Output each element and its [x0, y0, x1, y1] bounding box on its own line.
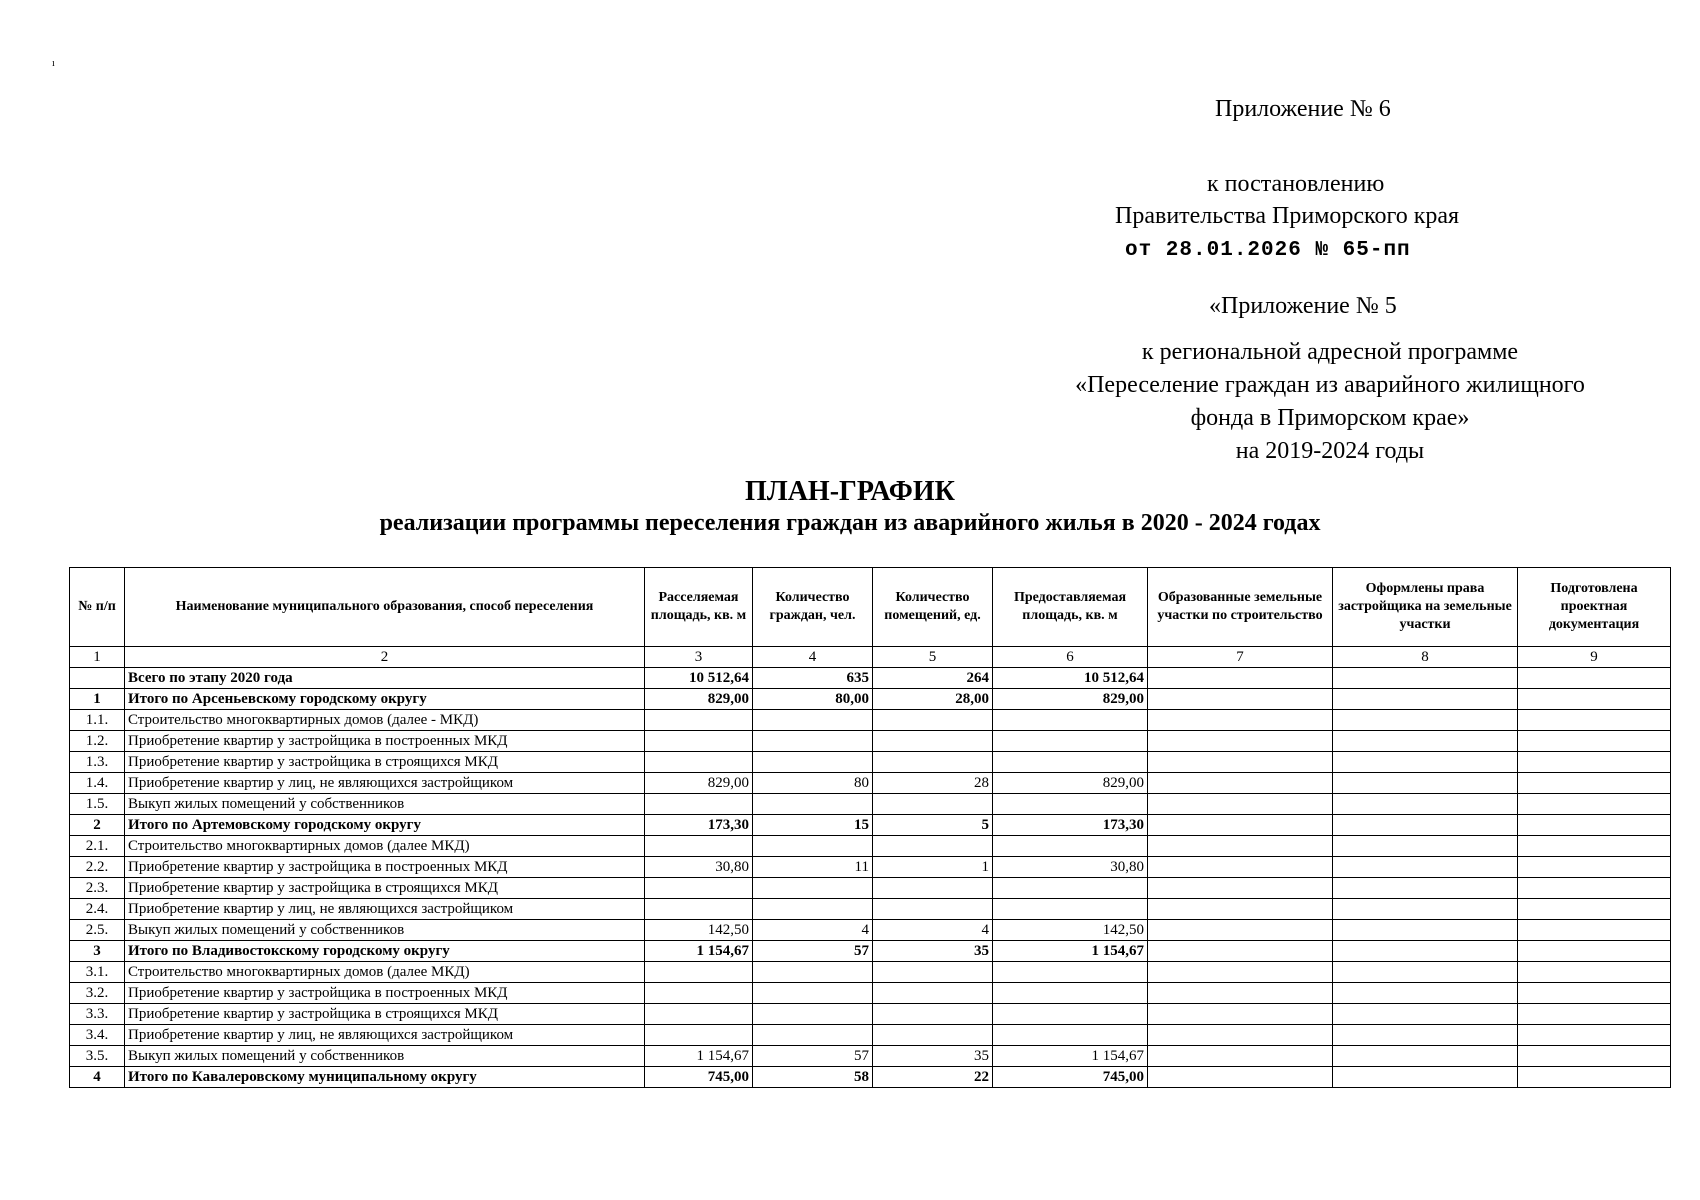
developer-rights-cell: [1333, 710, 1518, 731]
developer-rights-cell: [1333, 878, 1518, 899]
rooms-count-cell: [873, 1004, 993, 1025]
rooms-count-cell: 22: [873, 1067, 993, 1088]
table-row: [70, 1004, 1671, 1025]
row-name-cell: Итого по Артемовскому городскому округу: [125, 815, 645, 836]
row-number-cell: 1.1.: [70, 710, 125, 731]
table-row: [70, 857, 1671, 878]
row-name-cell: Приобретение квартир у застройщика в строящихся МКД: [125, 878, 645, 899]
resettled-area-cell: [645, 899, 753, 920]
row-name-cell: Приобретение квартир у застройщика в построенных МКД: [125, 983, 645, 1004]
row-number-cell: 2.1.: [70, 836, 125, 857]
rooms-count-cell: 264: [873, 668, 993, 689]
row-number-cell: 4: [70, 1067, 125, 1088]
column-header: Оформлены права застройщика на земельные участки: [1333, 568, 1518, 647]
rooms-count-cell: [873, 731, 993, 752]
column-number: 6: [993, 647, 1148, 668]
row-number-cell: 2: [70, 815, 125, 836]
provided-area-cell: 745,00: [993, 1067, 1148, 1088]
citizens-count-cell: 11: [753, 857, 873, 878]
row-name-cell: Приобретение квартир у лиц, не являющихся застройщиком: [125, 899, 645, 920]
rooms-count-cell: [873, 899, 993, 920]
resettled-area-cell: [645, 710, 753, 731]
row-name-cell: Строительство многоквартирных домов (далее МКД): [125, 962, 645, 983]
table-row: [70, 1025, 1671, 1046]
column-header: № п/п: [70, 568, 125, 647]
resettled-area-cell: 829,00: [645, 773, 753, 794]
land-plots-cell: [1148, 1004, 1333, 1025]
rooms-count-cell: [873, 752, 993, 773]
rooms-count-cell: [873, 962, 993, 983]
row-name-cell: Итого по Кавалеровскому муниципальному округу: [125, 1067, 645, 1088]
row-number-cell: 1.4.: [70, 773, 125, 794]
citizens-count-cell: [753, 710, 873, 731]
row-number-cell: 1.2.: [70, 731, 125, 752]
resettled-area-cell: 1 154,67: [645, 941, 753, 962]
rooms-count-cell: 1: [873, 857, 993, 878]
developer-rights-cell: [1333, 857, 1518, 878]
row-number-cell: [70, 668, 125, 689]
developer-rights-cell: [1333, 920, 1518, 941]
developer-rights-cell: [1333, 1046, 1518, 1067]
table-row: [70, 878, 1671, 899]
rooms-count-cell: [873, 836, 993, 857]
table-row: [70, 920, 1671, 941]
column-header: Количество помещений, ед.: [873, 568, 993, 647]
project-docs-cell: [1518, 1004, 1671, 1025]
table-total-row: [70, 1067, 1671, 1088]
project-docs-cell: [1518, 668, 1671, 689]
rooms-count-cell: 4: [873, 920, 993, 941]
provided-area-cell: [993, 878, 1148, 899]
resettled-area-cell: 173,30: [645, 815, 753, 836]
program-reference: [1010, 336, 1650, 468]
citizens-count-cell: [753, 731, 873, 752]
column-number: 9: [1518, 647, 1671, 668]
rooms-count-cell: 35: [873, 941, 993, 962]
table-total-row: [70, 689, 1671, 710]
land-plots-cell: [1148, 668, 1333, 689]
provided-area-cell: [993, 962, 1148, 983]
column-header: Образованные земельные участки по строительство: [1148, 568, 1333, 647]
row-number-cell: 3.3.: [70, 1004, 125, 1025]
row-name-cell: Итого по Владивостокскому городскому округу: [125, 941, 645, 962]
land-plots-cell: [1148, 878, 1333, 899]
provided-area-cell: 30,80: [993, 857, 1148, 878]
land-plots-cell: [1148, 962, 1333, 983]
column-number: 2: [125, 647, 645, 668]
row-number-cell: 2.4.: [70, 899, 125, 920]
table-row: [70, 962, 1671, 983]
citizens-count-cell: [753, 878, 873, 899]
citizens-count-cell: [753, 1004, 873, 1025]
column-number-row: [70, 647, 1671, 668]
citizens-count-cell: [753, 794, 873, 815]
table-row: [70, 836, 1671, 857]
citizens-count-cell: [753, 899, 873, 920]
rooms-count-cell: 35: [873, 1046, 993, 1067]
program-line: фонда в Приморском крае»: [1190, 405, 1470, 431]
resettled-area-cell: 10 512,64: [645, 668, 753, 689]
project-docs-cell: [1518, 1046, 1671, 1067]
row-name-cell: Приобретение квартир у застройщика в строящихся МКД: [125, 1004, 645, 1025]
resettled-area-cell: [645, 1025, 753, 1046]
row-number-cell: 2.3.: [70, 878, 125, 899]
citizens-count-cell: [753, 1025, 873, 1046]
provided-area-cell: [993, 710, 1148, 731]
row-number-cell: 1.3.: [70, 752, 125, 773]
developer-rights-cell: [1333, 941, 1518, 962]
provided-area-cell: [993, 836, 1148, 857]
column-header: Количество граждан, чел.: [753, 568, 873, 647]
land-plots-cell: [1148, 794, 1333, 815]
rooms-count-cell: [873, 1025, 993, 1046]
provided-area-cell: 142,50: [993, 920, 1148, 941]
appendix-number: Приложение № 6: [1215, 96, 1391, 122]
land-plots-cell: [1148, 1025, 1333, 1046]
page-title: ПЛАН-ГРАФИК: [745, 476, 955, 507]
rooms-count-cell: [873, 983, 993, 1004]
row-name-cell: Выкуп жилых помещений у собственников: [125, 920, 645, 941]
land-plots-cell: [1148, 815, 1333, 836]
citizens-count-cell: 80,00: [753, 689, 873, 710]
citizens-count-cell: [753, 962, 873, 983]
resettled-area-cell: [645, 731, 753, 752]
developer-rights-cell: [1333, 962, 1518, 983]
land-plots-cell: [1148, 920, 1333, 941]
project-docs-cell: [1518, 899, 1671, 920]
column-number: 5: [873, 647, 993, 668]
land-plots-cell: [1148, 689, 1333, 710]
row-name-cell: Приобретение квартир у застройщика в построенных МКД: [125, 731, 645, 752]
project-docs-cell: [1518, 857, 1671, 878]
row-name-cell: Строительство многоквартирных домов (далее МКД): [125, 836, 645, 857]
page-subtitle: реализации программы переселения граждан из аварийного жилья в 2020 - 2024 годах: [379, 510, 1321, 536]
program-line: на 2019-2024 годы: [1235, 438, 1425, 464]
provided-area-cell: [993, 794, 1148, 815]
resettled-area-cell: [645, 878, 753, 899]
provided-area-cell: 1 154,67: [993, 941, 1148, 962]
table-total-row: [70, 941, 1671, 962]
developer-rights-cell: [1333, 773, 1518, 794]
row-number-cell: 2.2.: [70, 857, 125, 878]
project-docs-cell: [1518, 731, 1671, 752]
citizens-count-cell: [753, 836, 873, 857]
provided-area-cell: [993, 1004, 1148, 1025]
column-number: 4: [753, 647, 873, 668]
row-name-cell: Выкуп жилых помещений у собственников: [125, 1046, 645, 1067]
resettled-area-cell: [645, 1004, 753, 1025]
row-number-cell: 2.5.: [70, 920, 125, 941]
resettled-area-cell: 1 154,67: [645, 1046, 753, 1067]
citizens-count-cell: 4: [753, 920, 873, 941]
row-name-cell: Всего по этапу 2020 года: [125, 668, 645, 689]
row-name-cell: Приобретение квартир у застройщика в построенных МКД: [125, 857, 645, 878]
table-row: [70, 1046, 1671, 1067]
table-row: [70, 752, 1671, 773]
rooms-count-cell: [873, 878, 993, 899]
column-header: Наименование муниципального образования, способ переселения: [125, 568, 645, 647]
column-number: 1: [70, 647, 125, 668]
land-plots-cell: [1148, 710, 1333, 731]
prior-appendix-number: «Приложение № 5: [1209, 293, 1397, 319]
project-docs-cell: [1518, 983, 1671, 1004]
project-docs-cell: [1518, 941, 1671, 962]
column-header: Расселяемая площадь, кв. м: [645, 568, 753, 647]
schedule-table: [69, 567, 1671, 1088]
project-docs-cell: [1518, 920, 1671, 941]
table-row: [70, 710, 1671, 731]
program-line: к региональной адресной программе: [1141, 339, 1519, 365]
land-plots-cell: [1148, 857, 1333, 878]
provided-area-cell: [993, 983, 1148, 1004]
program-line: «Переселение граждан из аварийного жилищного: [1075, 372, 1585, 398]
rooms-count-cell: 28,00: [873, 689, 993, 710]
developer-rights-cell: [1333, 794, 1518, 815]
row-name-cell: Приобретение квартир у застройщика в строящихся МКД: [125, 752, 645, 773]
column-number: 8: [1333, 647, 1518, 668]
project-docs-cell: [1518, 1025, 1671, 1046]
land-plots-cell: [1148, 752, 1333, 773]
project-docs-cell: [1518, 836, 1671, 857]
land-plots-cell: [1148, 899, 1333, 920]
row-name-cell: Итого по Арсеньевскому городскому округу: [125, 689, 645, 710]
row-name-cell: Приобретение квартир у лиц, не являющихся застройщиком: [125, 1025, 645, 1046]
table-row: [70, 731, 1671, 752]
project-docs-cell: [1518, 773, 1671, 794]
row-number-cell: 1: [70, 689, 125, 710]
row-name-cell: Строительство многоквартирных домов (далее - МКД): [125, 710, 645, 731]
table-row: [70, 899, 1671, 920]
rooms-count-cell: [873, 710, 993, 731]
provided-area-cell: [993, 731, 1148, 752]
developer-rights-cell: [1333, 1004, 1518, 1025]
provided-area-cell: 10 512,64: [993, 668, 1148, 689]
resettled-area-cell: [645, 983, 753, 1004]
column-number: 7: [1148, 647, 1333, 668]
land-plots-cell: [1148, 731, 1333, 752]
column-header: Предоставляемая площадь, кв. м: [993, 568, 1148, 647]
resettled-area-cell: [645, 794, 753, 815]
to-resolution: к постановлению: [1207, 171, 1385, 197]
provided-area-cell: [993, 1025, 1148, 1046]
table-row: [70, 794, 1671, 815]
citizens-count-cell: [753, 983, 873, 1004]
resettled-area-cell: [645, 752, 753, 773]
citizens-count-cell: 635: [753, 668, 873, 689]
provided-area-cell: [993, 899, 1148, 920]
column-number: 3: [645, 647, 753, 668]
provided-area-cell: [993, 752, 1148, 773]
citizens-count-cell: 15: [753, 815, 873, 836]
resettled-area-cell: 142,50: [645, 920, 753, 941]
resettled-area-cell: 30,80: [645, 857, 753, 878]
resettled-area-cell: 745,00: [645, 1067, 753, 1088]
rooms-count-cell: 28: [873, 773, 993, 794]
rooms-count-cell: 5: [873, 815, 993, 836]
citizens-count-cell: 57: [753, 1046, 873, 1067]
land-plots-cell: [1148, 836, 1333, 857]
row-name-cell: Выкуп жилых помещений у собственников: [125, 794, 645, 815]
developer-rights-cell: [1333, 668, 1518, 689]
land-plots-cell: [1148, 941, 1333, 962]
land-plots-cell: [1148, 773, 1333, 794]
citizens-count-cell: 57: [753, 941, 873, 962]
scan-mark: ı: [52, 58, 55, 69]
resolution-date-number: от 28.01.2026 № 65-пп: [1125, 239, 1411, 262]
resettled-area-cell: [645, 962, 753, 983]
project-docs-cell: [1518, 710, 1671, 731]
project-docs-cell: [1518, 962, 1671, 983]
developer-rights-cell: [1333, 836, 1518, 857]
rooms-count-cell: [873, 794, 993, 815]
project-docs-cell: [1518, 815, 1671, 836]
citizens-count-cell: 58: [753, 1067, 873, 1088]
developer-rights-cell: [1333, 689, 1518, 710]
project-docs-cell: [1518, 878, 1671, 899]
provided-area-cell: 1 154,67: [993, 1046, 1148, 1067]
table-total-row: [70, 668, 1671, 689]
row-number-cell: 3.5.: [70, 1046, 125, 1067]
government-name: Правительства Приморского края: [1115, 203, 1460, 229]
row-name-cell: Приобретение квартир у лиц, не являющихся застройщиком: [125, 773, 645, 794]
provided-area-cell: 829,00: [993, 689, 1148, 710]
provided-area-cell: 173,30: [993, 815, 1148, 836]
project-docs-cell: [1518, 689, 1671, 710]
project-docs-cell: [1518, 794, 1671, 815]
developer-rights-cell: [1333, 752, 1518, 773]
row-number-cell: 3: [70, 941, 125, 962]
provided-area-cell: 829,00: [993, 773, 1148, 794]
developer-rights-cell: [1333, 1067, 1518, 1088]
row-number-cell: 3.1.: [70, 962, 125, 983]
resettled-area-cell: [645, 836, 753, 857]
table-total-row: [70, 815, 1671, 836]
citizens-count-cell: [753, 752, 873, 773]
citizens-count-cell: 80: [753, 773, 873, 794]
resettled-area-cell: 829,00: [645, 689, 753, 710]
row-number-cell: 3.4.: [70, 1025, 125, 1046]
row-number-cell: 1.5.: [70, 794, 125, 815]
row-number-cell: 3.2.: [70, 983, 125, 1004]
table-row: [70, 983, 1671, 1004]
developer-rights-cell: [1333, 731, 1518, 752]
land-plots-cell: [1148, 1067, 1333, 1088]
developer-rights-cell: [1333, 815, 1518, 836]
developer-rights-cell: [1333, 1025, 1518, 1046]
land-plots-cell: [1148, 983, 1333, 1004]
land-plots-cell: [1148, 1046, 1333, 1067]
project-docs-cell: [1518, 1067, 1671, 1088]
project-docs-cell: [1518, 752, 1671, 773]
developer-rights-cell: [1333, 983, 1518, 1004]
developer-rights-cell: [1333, 899, 1518, 920]
table-header-row: [70, 568, 1671, 647]
table-row: [70, 773, 1671, 794]
column-header: Подготовлена проектная документация: [1518, 568, 1671, 647]
